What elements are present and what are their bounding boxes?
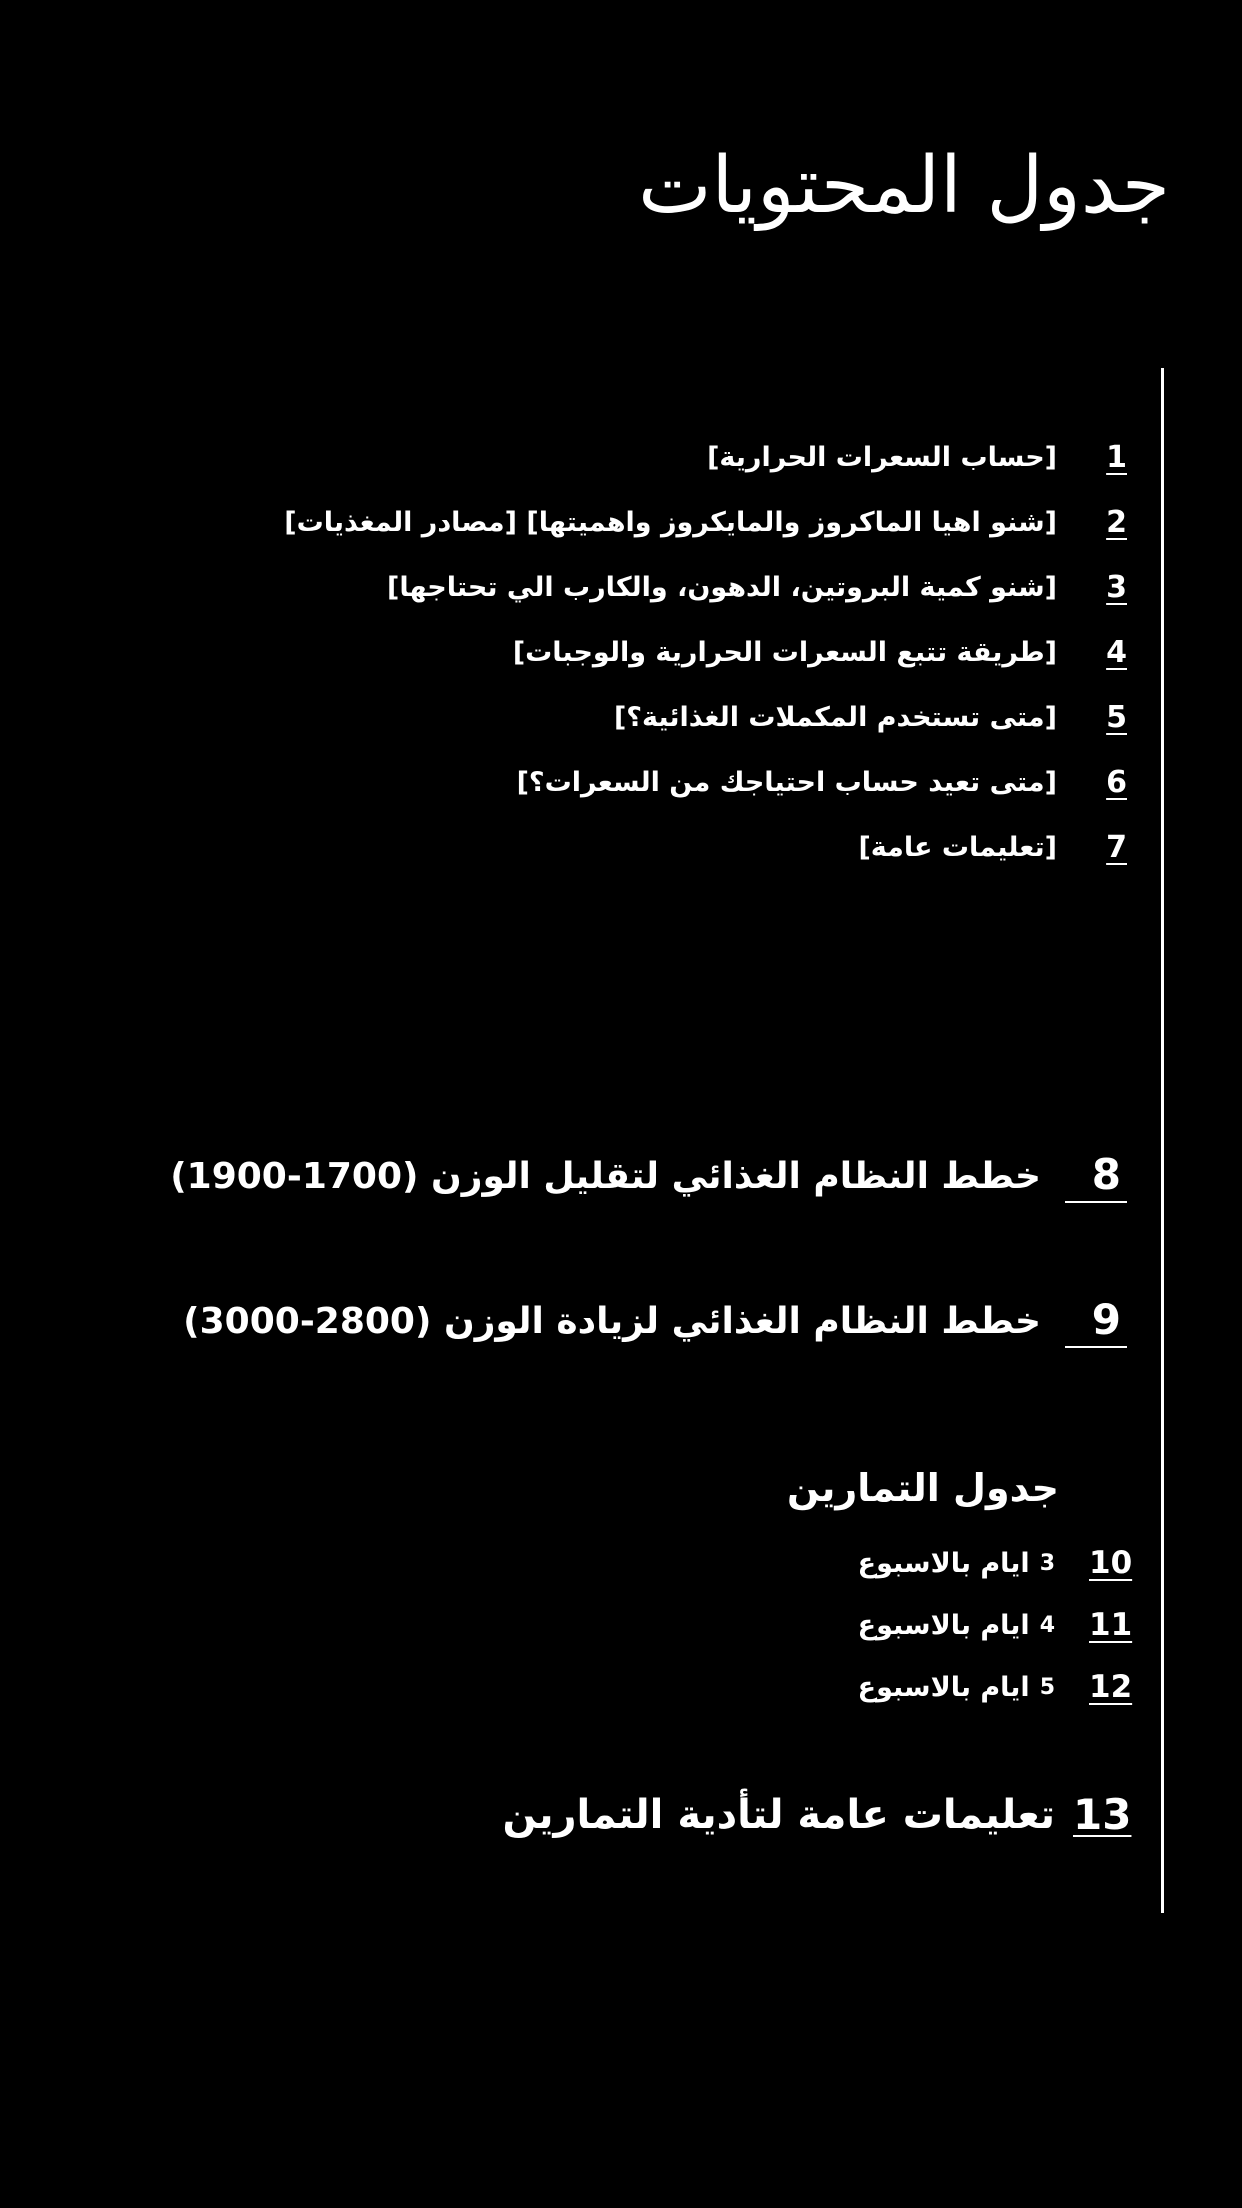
page-title: جدول المحتويات xyxy=(638,141,1170,231)
toc-item-12[interactable] xyxy=(40,1669,1133,1705)
toc-item-label: [متى تستخدم المكملات الغذائية؟] xyxy=(613,702,1057,733)
toc-item-number: 1 xyxy=(1106,440,1127,475)
toc-item-9[interactable] xyxy=(40,1295,1127,1348)
toc-item-number: 10 xyxy=(1089,1545,1133,1581)
toc-item-label: خطط النظام الغذائي لزيادة الوزن (2800-3000) xyxy=(183,1301,1041,1342)
toc-item-2[interactable] xyxy=(40,505,1127,540)
toc-item-number: 12 xyxy=(1089,1669,1133,1705)
toc-item-number: 2 xyxy=(1106,505,1127,540)
toc-item-8[interactable] xyxy=(40,1150,1127,1203)
toc-item-label: [شنو كمية البروتين، الدهون، والكارب الي تحتاجها] xyxy=(386,572,1057,603)
toc-item-number: 8 xyxy=(1065,1150,1127,1203)
toc-item-days: 5 xyxy=(1039,1674,1055,1700)
toc-item-label: [تعليمات عامة] xyxy=(858,832,1057,863)
toc-item-4[interactable] xyxy=(40,635,1127,670)
toc-item-number: 9 xyxy=(1065,1295,1127,1348)
toc-item-13[interactable] xyxy=(40,1790,1132,1839)
toc-item-5[interactable] xyxy=(40,700,1127,735)
toc-item-number: 11 xyxy=(1089,1607,1133,1643)
toc-item-1[interactable] xyxy=(40,440,1127,475)
toc-item-label: خطط النظام الغذائي لتقليل الوزن (1700-1900) xyxy=(170,1156,1041,1197)
toc-item-label: تعليمات عامة لتأدية التمارين xyxy=(502,1791,1055,1838)
toc-item-label: [متى تعيد حساب احتياجك من السعرات؟] xyxy=(516,767,1057,798)
toc-item-10[interactable] xyxy=(40,1545,1133,1581)
toc-item-number: 5 xyxy=(1106,700,1127,735)
workouts-heading: جدول التمارين xyxy=(786,1466,1059,1510)
toc-item-label: ايام بالاسبوع xyxy=(857,1671,1030,1703)
toc-item-label: [حساب السعرات الحرارية] xyxy=(707,442,1057,473)
toc-item-number: 7 xyxy=(1106,830,1127,865)
toc-item-7[interactable] xyxy=(40,830,1127,865)
toc-item-label: ايام بالاسبوع xyxy=(857,1609,1030,1641)
toc-item-number: 3 xyxy=(1106,570,1127,605)
toc-item-number: 4 xyxy=(1106,635,1127,670)
toc-item-days: 4 xyxy=(1039,1612,1055,1638)
toc-item-label: [شنو اهيا الماكروز والمايكروز واهميتها] [مصادر المغذيات] xyxy=(284,507,1057,538)
vertical-divider xyxy=(1161,368,1164,1913)
toc-item-3[interactable] xyxy=(40,570,1127,605)
toc-item-11[interactable] xyxy=(40,1607,1133,1643)
toc-item-label: [طريقة تتبع السعرات الحرارية والوجبات] xyxy=(512,637,1057,668)
toc-item-days: 3 xyxy=(1039,1550,1055,1576)
toc-item-6[interactable] xyxy=(40,765,1127,800)
toc-item-number: 13 xyxy=(1073,1790,1132,1839)
toc-item-number: 6 xyxy=(1106,765,1127,800)
toc-item-label: ايام بالاسبوع xyxy=(857,1547,1030,1579)
